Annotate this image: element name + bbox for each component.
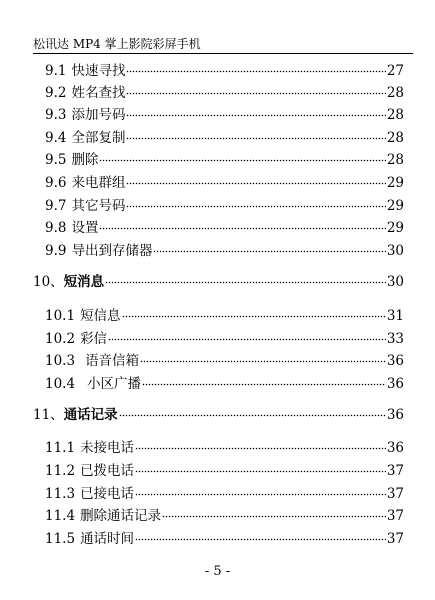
toc-entry[interactable]	[45, 57, 404, 80]
page-number-footer: - 5 -	[204, 564, 231, 579]
toc-number: 11.4	[45, 508, 76, 524]
toc-page-number: 33	[386, 331, 404, 347]
toc-label	[45, 84, 125, 102]
toc-title: 未接电话	[80, 440, 135, 456]
dot-leader	[135, 434, 386, 452]
toc-number: 10、	[33, 274, 64, 290]
dot-leader	[153, 237, 385, 255]
toc-entry[interactable]	[45, 480, 404, 503]
toc-number: 11.5	[45, 531, 76, 547]
toc-page-number: 28	[386, 85, 404, 101]
toc-page-number: 30	[386, 274, 404, 290]
toc-title: 通话时间	[80, 531, 135, 547]
dot-leader	[126, 79, 385, 97]
dot-leader	[126, 169, 385, 187]
dot-leader	[135, 525, 386, 543]
toc-number: 11.3	[45, 486, 76, 502]
dot-leader	[162, 502, 386, 520]
dot-leader	[99, 214, 385, 232]
toc-entry[interactable]	[45, 525, 404, 548]
dot-leader	[99, 146, 385, 164]
toc-title: 小区广播	[87, 376, 142, 392]
toc-label	[45, 151, 98, 169]
running-header: 松讯达 MP4 掌上影院彩屏手机	[33, 37, 201, 51]
toc-number: 10.1	[45, 308, 76, 324]
toc-entry[interactable]	[45, 457, 404, 480]
toc-entry[interactable]	[45, 347, 404, 370]
dot-leader	[122, 302, 386, 320]
toc-title: 导出到存储器	[71, 243, 153, 259]
toc-title: 短信息	[80, 308, 121, 324]
toc-entry[interactable]	[45, 192, 404, 215]
toc-page-number: 37	[386, 508, 404, 524]
toc-title: 通话记录	[63, 407, 118, 423]
toc-label	[45, 129, 125, 147]
toc-label	[45, 462, 134, 480]
toc-page-number: 28	[386, 130, 404, 146]
toc-label	[45, 485, 134, 503]
toc-number: 9.6	[45, 175, 67, 191]
toc-page-number: 37	[386, 486, 404, 502]
toc-title: 已拨电话	[80, 463, 135, 479]
toc-page-number: 36	[386, 407, 404, 423]
dot-leader	[126, 124, 385, 142]
dot-leader	[135, 480, 386, 498]
toc-number: 11、	[33, 407, 64, 423]
toc-page-number: 36	[386, 376, 404, 392]
toc-title: 删除	[71, 152, 99, 168]
toc-page-number: 29	[386, 175, 404, 191]
dot-leader	[140, 347, 386, 365]
toc-number: 9.8	[45, 220, 67, 236]
toc-entry[interactable]	[45, 214, 404, 237]
toc-title: 其它号码	[71, 198, 126, 214]
toc-title: 来电群组	[71, 175, 126, 191]
toc-title: 添加号码	[71, 107, 126, 123]
toc-number: 9.9	[45, 243, 67, 259]
toc-label	[45, 530, 134, 548]
toc-label	[45, 62, 125, 80]
toc-title: 快速寻找	[71, 63, 126, 79]
toc-label	[45, 219, 98, 237]
toc-title: 短消息	[63, 274, 105, 290]
toc-chapter-entry[interactable]	[33, 268, 404, 291]
toc-page-number: 29	[386, 220, 404, 236]
toc-title: 已接电话	[80, 486, 135, 502]
toc-number: 10.2	[45, 331, 76, 347]
toc-label	[45, 197, 125, 215]
toc-page-number: 36	[386, 440, 404, 456]
toc-page-number: 37	[386, 531, 404, 547]
toc-page-number: 28	[386, 107, 404, 123]
toc-entry[interactable]	[45, 325, 404, 348]
toc-entry[interactable]	[45, 101, 404, 124]
toc-entry[interactable]	[45, 502, 404, 525]
toc-title: 设置	[71, 220, 99, 236]
toc-label	[33, 406, 118, 424]
toc-number: 9.3	[45, 107, 67, 123]
dot-leader	[108, 325, 386, 343]
toc-entry[interactable]	[45, 370, 404, 393]
toc-page-number: 27	[386, 63, 404, 79]
toc-title: 删除通话记录	[80, 508, 162, 524]
toc-page-number: 29	[386, 198, 404, 214]
dot-leader	[126, 57, 385, 75]
toc-entry[interactable]	[45, 169, 404, 192]
toc-label	[45, 242, 152, 260]
toc-label	[45, 174, 125, 192]
toc-entry[interactable]	[45, 79, 404, 102]
toc-label	[45, 375, 141, 393]
toc-number: 9.1	[45, 63, 67, 79]
toc-entry[interactable]	[45, 237, 404, 260]
toc-title: 姓名查找	[71, 85, 126, 101]
toc-page-number: 36	[386, 353, 404, 369]
toc-title: 彩信	[80, 331, 108, 347]
toc-label	[45, 507, 161, 525]
dot-leader	[126, 192, 385, 210]
toc-number: 9.2	[45, 85, 67, 101]
toc-number: 11.1	[45, 440, 76, 456]
toc-label	[33, 273, 104, 291]
toc-number: 9.4	[45, 130, 67, 146]
toc-label	[45, 106, 125, 124]
toc-page-number: 28	[386, 152, 404, 168]
toc-title: 语音信箱	[85, 353, 140, 369]
toc-entry[interactable]	[45, 146, 404, 169]
dot-leader	[126, 101, 385, 119]
toc-page-number: 30	[386, 243, 404, 259]
toc-number: 11.2	[45, 463, 76, 479]
toc-number: 10.3	[45, 353, 76, 369]
toc-label	[45, 307, 121, 325]
toc-label	[45, 352, 139, 370]
toc-page-number: 37	[386, 463, 404, 479]
toc-entry[interactable]	[45, 124, 404, 147]
toc-number: 10.4	[45, 376, 76, 392]
dot-leader	[142, 370, 386, 388]
toc-chapter-entry[interactable]	[33, 401, 404, 424]
toc-title: 全部复制	[71, 130, 126, 146]
toc-entry[interactable]	[45, 434, 404, 457]
toc-number: 9.7	[45, 198, 67, 214]
toc-number: 9.5	[45, 152, 67, 168]
dot-leader	[105, 268, 386, 286]
dot-leader	[119, 401, 386, 419]
dot-leader	[135, 457, 386, 475]
toc-label	[45, 439, 134, 457]
toc-entry[interactable]	[45, 302, 404, 325]
toc-page-number: 31	[386, 308, 404, 324]
toc-label	[45, 330, 107, 348]
